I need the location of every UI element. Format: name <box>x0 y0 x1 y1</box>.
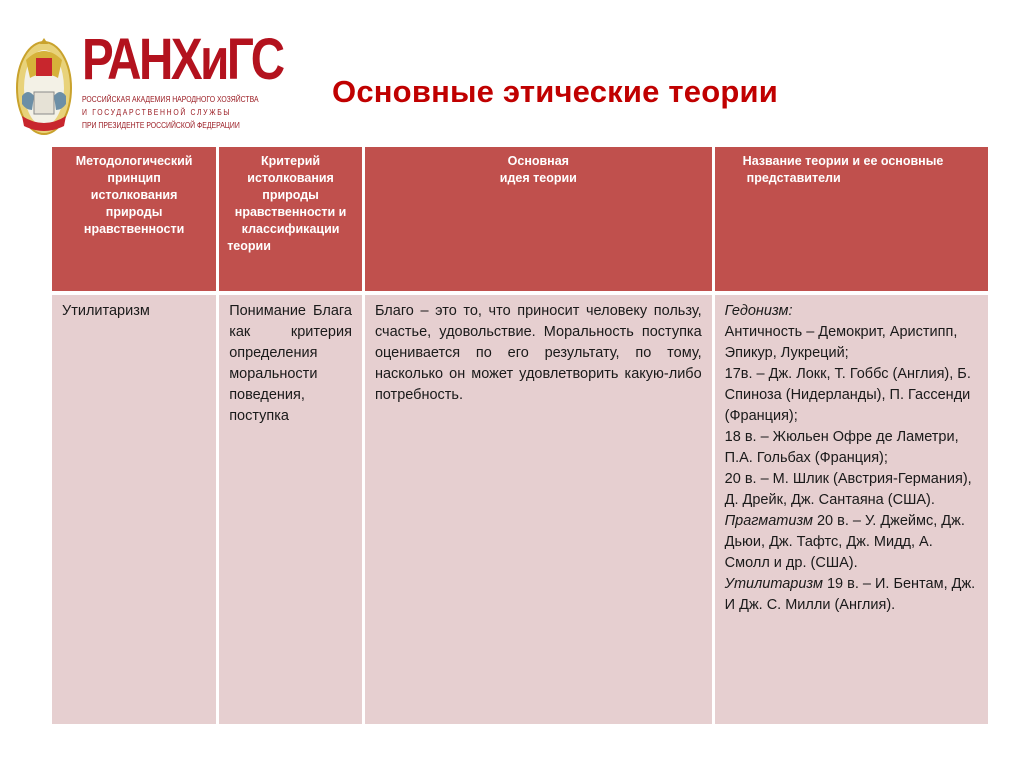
slide-title: Основные этические теории <box>332 74 778 109</box>
theory-line: 17в. – Дж. Локк, Т. Гоббс (Англия), Б. Спиноза (Нидерланды), П. Гассенди (Франция); <box>724 366 971 424</box>
ranepa-logo <box>14 27 283 140</box>
header-methodological-principle: Методологический принцип истолкования природы нравственности <box>52 147 216 291</box>
cell-principle: Утилитаризм <box>52 295 216 724</box>
theory-line: 18 в. – Жюльен Офре де Ламетри, П.А. Гольбах (Франция); <box>724 429 959 466</box>
theory-line: 20 в. – М. Шлик (Австрия-Германия), Д. Дрейк, Дж. Сантаяна (США). <box>724 471 972 508</box>
theory-utilitarianism: Утилитаризм 19 в. – И. Бентам, Дж. И Дж. С. Милли (Англия). <box>724 576 976 613</box>
theory-line: Античность – Демокрит, Аристипп, Эпикур, Лукреций; <box>724 324 958 361</box>
table-row <box>52 295 988 724</box>
logo-subtitle-1: РОССИЙСКАЯ АКАДЕМИЯ НАРОДНОГО ХОЗЯЙСТВА <box>82 94 259 104</box>
logo-subtitle-2: И ГОСУДАРСТВЕННОЙ СЛУЖБЫ <box>82 107 232 117</box>
ethical-theories-table <box>49 147 991 724</box>
cell-criterion: Понимание Блага как критерия определения моральности поведения, поступка <box>219 295 362 724</box>
cell-main-idea: Благо – это то, что приносит человеку пользу, счастье, удовольствие. Моральность поступка оценивается по его результату, по тому, насколько он может удовлетворить какую-либо потребность. <box>365 295 712 724</box>
double-headed-eagle-crest-icon <box>14 30 74 140</box>
theory-pragmatism: Прагматизм 20 в. – У. Джеймс, Дж. Дьюи, Дж. Тафтс, Дж. Мидд, А. Смолл и др. (США). <box>724 513 965 571</box>
theory-hedonism-label: Гедонизм: <box>724 303 793 319</box>
cell-theories <box>715 295 988 724</box>
header-theory-representatives: Название теории и ее основные представители <box>715 147 988 291</box>
logo-subtitle-3: ПРИ ПРЕЗИДЕНТЕ РОССИЙСКОЙ ФЕДЕРАЦИИ <box>82 120 240 130</box>
header-criterion: Критерий истолкования природы нравственности и классификации теории <box>219 147 362 291</box>
table-header-row <box>52 147 988 291</box>
header-main-idea: Основная идея теории <box>365 147 712 291</box>
logo-name: РАНХиГС <box>82 27 283 92</box>
